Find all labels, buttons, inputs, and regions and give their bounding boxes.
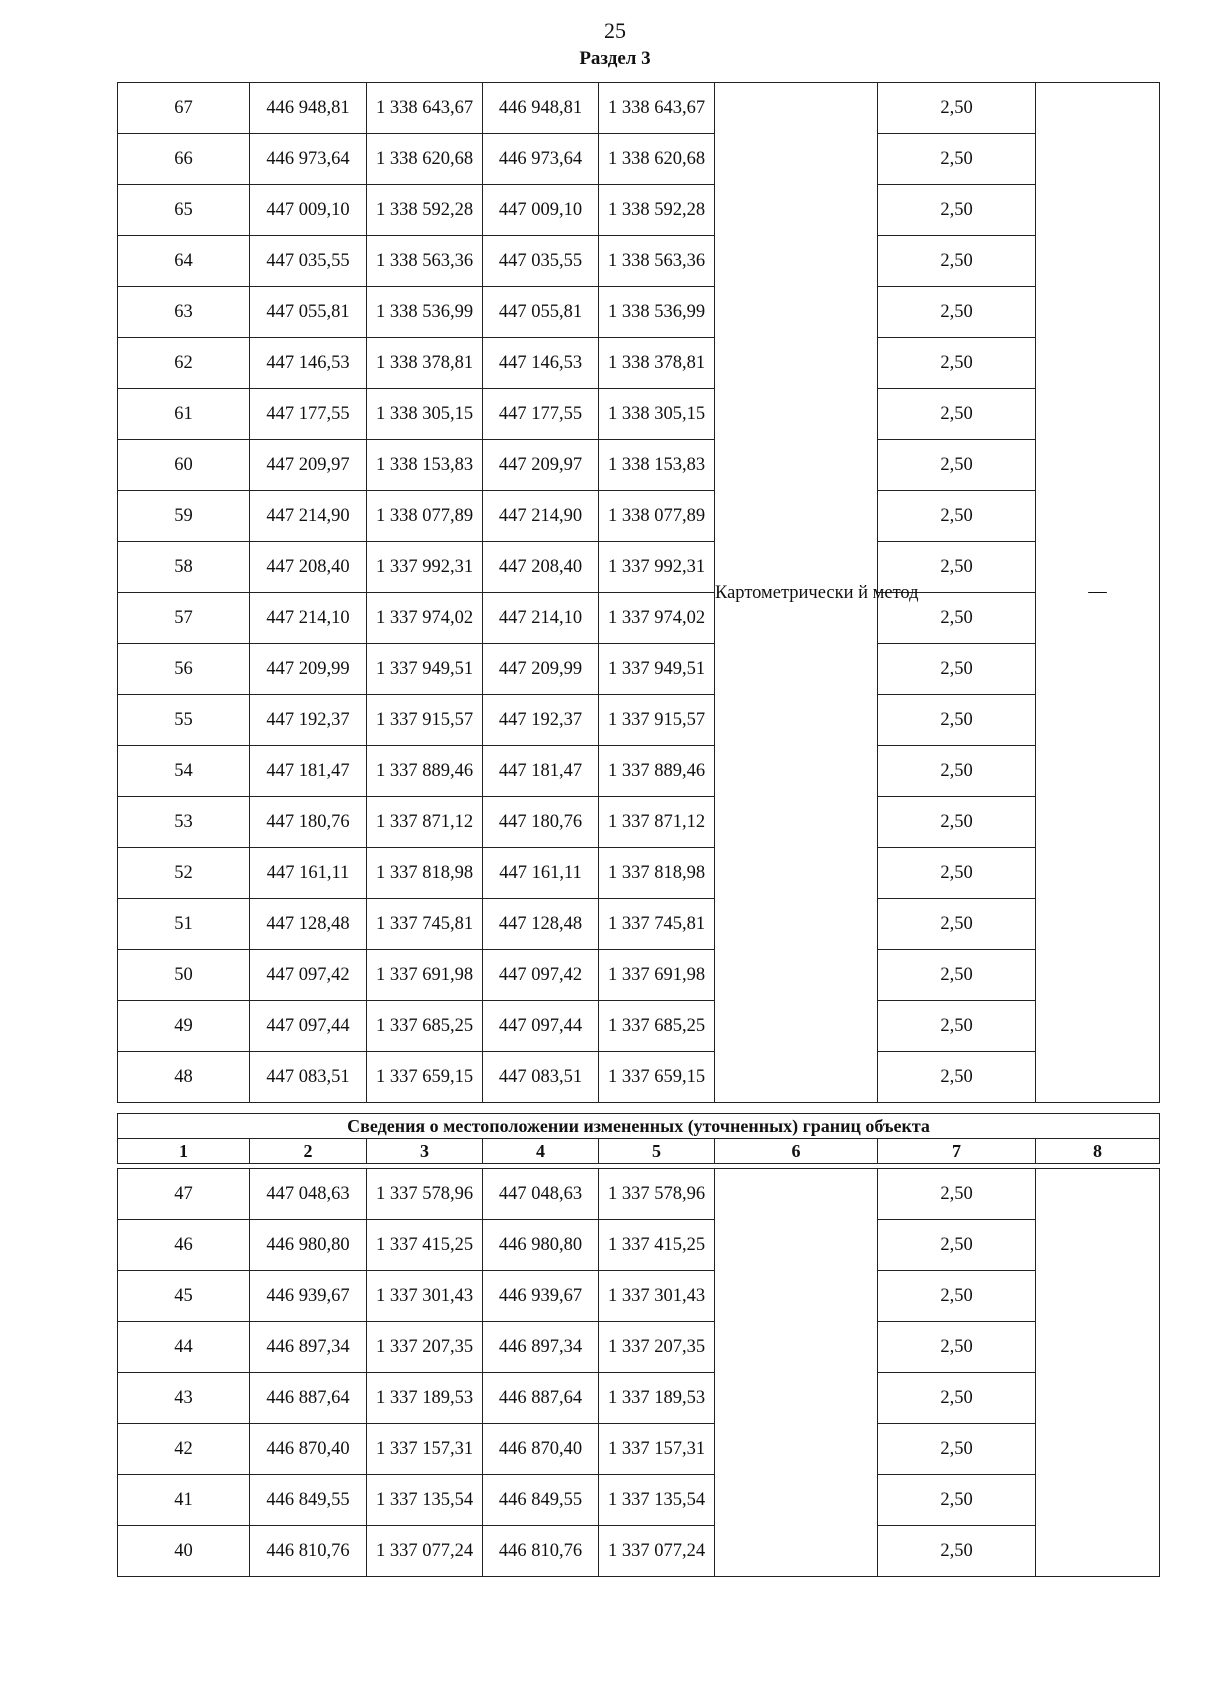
accuracy-value: 2,50 xyxy=(878,1424,1036,1475)
accuracy-value: 2,50 xyxy=(878,287,1036,338)
x-new: 446 897,34 xyxy=(483,1322,599,1373)
y-existing: 1 337 077,24 xyxy=(367,1526,483,1577)
x-new: 446 870,40 xyxy=(483,1424,599,1475)
x-existing: 446 887,64 xyxy=(250,1373,367,1424)
y-new: 1 337 691,98 xyxy=(599,950,715,1001)
table-row xyxy=(118,1373,1160,1424)
x-existing: 446 948,81 xyxy=(250,83,367,134)
accuracy-value: 2,50 xyxy=(878,491,1036,542)
x-new: 446 948,81 xyxy=(483,83,599,134)
x-existing: 447 146,53 xyxy=(250,338,367,389)
y-new: 1 338 153,83 xyxy=(599,440,715,491)
column-numbers-row xyxy=(118,1139,1160,1164)
note-cell xyxy=(1036,1169,1160,1577)
x-new: 447 128,48 xyxy=(483,899,599,950)
y-existing: 1 338 305,15 xyxy=(367,389,483,440)
x-existing: 447 097,44 xyxy=(250,1001,367,1052)
x-new: 446 973,64 xyxy=(483,134,599,185)
table-row xyxy=(118,950,1160,1001)
y-new: 1 338 305,15 xyxy=(599,389,715,440)
point-number: 50 xyxy=(118,950,250,1001)
column-number: 4 xyxy=(483,1139,599,1164)
x-new: 447 177,55 xyxy=(483,389,599,440)
y-existing: 1 337 949,51 xyxy=(367,644,483,695)
x-new: 447 097,44 xyxy=(483,1001,599,1052)
accuracy-value: 2,50 xyxy=(878,338,1036,389)
x-new: 447 146,53 xyxy=(483,338,599,389)
x-new: 447 209,99 xyxy=(483,644,599,695)
point-number: 42 xyxy=(118,1424,250,1475)
y-existing: 1 337 915,57 xyxy=(367,695,483,746)
accuracy-value: 2,50 xyxy=(878,1220,1036,1271)
table-row xyxy=(118,899,1160,950)
y-existing: 1 338 563,36 xyxy=(367,236,483,287)
x-new: 447 181,47 xyxy=(483,746,599,797)
y-existing: 1 338 592,28 xyxy=(367,185,483,236)
y-existing: 1 337 974,02 xyxy=(367,593,483,644)
x-existing: 446 973,64 xyxy=(250,134,367,185)
table-row xyxy=(118,287,1160,338)
point-number: 44 xyxy=(118,1322,250,1373)
y-new: 1 337 992,31 xyxy=(599,542,715,593)
point-number: 51 xyxy=(118,899,250,950)
y-existing: 1 337 207,35 xyxy=(367,1322,483,1373)
point-number: 61 xyxy=(118,389,250,440)
x-existing: 447 177,55 xyxy=(250,389,367,440)
point-number: 66 xyxy=(118,134,250,185)
x-new: 446 980,80 xyxy=(483,1220,599,1271)
column-number: 5 xyxy=(599,1139,715,1164)
x-existing: 447 097,42 xyxy=(250,950,367,1001)
point-number: 49 xyxy=(118,1001,250,1052)
point-number: 45 xyxy=(118,1271,250,1322)
x-existing: 447 035,55 xyxy=(250,236,367,287)
accuracy-value: 2,50 xyxy=(878,950,1036,1001)
y-new: 1 337 207,35 xyxy=(599,1322,715,1373)
x-existing: 447 209,97 xyxy=(250,440,367,491)
y-new: 1 337 189,53 xyxy=(599,1373,715,1424)
x-existing: 447 209,99 xyxy=(250,644,367,695)
table-row xyxy=(118,1052,1160,1103)
y-existing: 1 337 157,31 xyxy=(367,1424,483,1475)
x-existing: 446 939,67 xyxy=(250,1271,367,1322)
y-existing: 1 338 153,83 xyxy=(367,440,483,491)
accuracy-value: 2,50 xyxy=(878,644,1036,695)
x-existing: 447 128,48 xyxy=(250,899,367,950)
x-new: 447 083,51 xyxy=(483,1052,599,1103)
x-existing: 447 214,90 xyxy=(250,491,367,542)
y-existing: 1 337 745,81 xyxy=(367,899,483,950)
point-number: 47 xyxy=(118,1169,250,1220)
accuracy-value: 2,50 xyxy=(878,185,1036,236)
table-row xyxy=(118,1001,1160,1052)
method-cell: Картометрически й метод xyxy=(715,83,878,1103)
table-row xyxy=(118,1220,1160,1271)
x-new: 447 161,11 xyxy=(483,848,599,899)
y-new: 1 337 659,15 xyxy=(599,1052,715,1103)
point-number: 46 xyxy=(118,1220,250,1271)
y-new: 1 337 871,12 xyxy=(599,797,715,848)
x-existing: 446 980,80 xyxy=(250,1220,367,1271)
point-number: 55 xyxy=(118,695,250,746)
y-new: 1 337 974,02 xyxy=(599,593,715,644)
y-new: 1 337 915,57 xyxy=(599,695,715,746)
section2-header-table xyxy=(117,1113,1160,1164)
table-row xyxy=(118,644,1160,695)
table-row xyxy=(118,542,1160,593)
coordinates-table-bottom xyxy=(117,1168,1160,1577)
point-number: 54 xyxy=(118,746,250,797)
x-existing: 446 810,76 xyxy=(250,1526,367,1577)
x-existing: 447 180,76 xyxy=(250,797,367,848)
point-number: 58 xyxy=(118,542,250,593)
table-row xyxy=(118,1169,1160,1220)
column-number: 8 xyxy=(1036,1139,1160,1164)
y-new: 1 338 643,67 xyxy=(599,83,715,134)
y-new: 1 337 685,25 xyxy=(599,1001,715,1052)
y-new: 1 338 620,68 xyxy=(599,134,715,185)
table-row xyxy=(118,440,1160,491)
accuracy-value: 2,50 xyxy=(878,236,1036,287)
table-row xyxy=(118,593,1160,644)
table-row xyxy=(118,83,1160,134)
x-new: 447 009,10 xyxy=(483,185,599,236)
x-new: 446 939,67 xyxy=(483,1271,599,1322)
x-new: 447 055,81 xyxy=(483,287,599,338)
accuracy-value: 2,50 xyxy=(878,1052,1036,1103)
accuracy-value: 2,50 xyxy=(878,440,1036,491)
table-row xyxy=(118,236,1160,287)
accuracy-value: 2,50 xyxy=(878,134,1036,185)
column-number: 3 xyxy=(367,1139,483,1164)
accuracy-value: 2,50 xyxy=(878,899,1036,950)
coordinates-table-top xyxy=(117,82,1160,1103)
y-existing: 1 338 620,68 xyxy=(367,134,483,185)
point-number: 41 xyxy=(118,1475,250,1526)
y-new: 1 338 536,99 xyxy=(599,287,715,338)
x-existing: 446 897,34 xyxy=(250,1322,367,1373)
method-cell xyxy=(715,1169,878,1577)
table-row xyxy=(118,746,1160,797)
column-number: 2 xyxy=(250,1139,367,1164)
table-row xyxy=(118,848,1160,899)
point-number: 43 xyxy=(118,1373,250,1424)
x-new: 447 035,55 xyxy=(483,236,599,287)
y-existing: 1 337 818,98 xyxy=(367,848,483,899)
point-number: 65 xyxy=(118,185,250,236)
point-number: 52 xyxy=(118,848,250,899)
y-existing: 1 337 871,12 xyxy=(367,797,483,848)
y-new: 1 337 157,31 xyxy=(599,1424,715,1475)
point-number: 63 xyxy=(118,287,250,338)
x-existing: 447 208,40 xyxy=(250,542,367,593)
point-number: 59 xyxy=(118,491,250,542)
point-number: 62 xyxy=(118,338,250,389)
y-existing: 1 337 415,25 xyxy=(367,1220,483,1271)
accuracy-value: 2,50 xyxy=(878,1322,1036,1373)
x-new: 447 097,42 xyxy=(483,950,599,1001)
accuracy-value: 2,50 xyxy=(878,1169,1036,1220)
point-number: 48 xyxy=(118,1052,250,1103)
accuracy-value: 2,50 xyxy=(878,593,1036,644)
column-number: 6 xyxy=(715,1139,878,1164)
table-row xyxy=(118,338,1160,389)
y-existing: 1 337 685,25 xyxy=(367,1001,483,1052)
table-row xyxy=(118,797,1160,848)
x-new: 447 209,97 xyxy=(483,440,599,491)
y-new: 1 337 949,51 xyxy=(599,644,715,695)
y-existing: 1 338 643,67 xyxy=(367,83,483,134)
column-number: 1 xyxy=(118,1139,250,1164)
section-title: Раздел 3 xyxy=(579,48,651,69)
point-number: 56 xyxy=(118,644,250,695)
y-new: 1 338 563,36 xyxy=(599,236,715,287)
x-existing: 447 214,10 xyxy=(250,593,367,644)
note-cell: — xyxy=(1036,83,1160,1103)
accuracy-value: 2,50 xyxy=(878,1475,1036,1526)
x-existing: 446 849,55 xyxy=(250,1475,367,1526)
y-existing: 1 337 189,53 xyxy=(367,1373,483,1424)
x-new: 447 214,90 xyxy=(483,491,599,542)
y-existing: 1 338 536,99 xyxy=(367,287,483,338)
x-new: 446 849,55 xyxy=(483,1475,599,1526)
y-new: 1 337 415,25 xyxy=(599,1220,715,1271)
accuracy-value: 2,50 xyxy=(878,746,1036,797)
accuracy-value: 2,50 xyxy=(878,389,1036,440)
y-existing: 1 337 659,15 xyxy=(367,1052,483,1103)
point-number: 64 xyxy=(118,236,250,287)
y-existing: 1 338 378,81 xyxy=(367,338,483,389)
y-new: 1 337 301,43 xyxy=(599,1271,715,1322)
table-row xyxy=(118,185,1160,236)
table-row xyxy=(118,1475,1160,1526)
table-row xyxy=(118,1526,1160,1577)
accuracy-value: 2,50 xyxy=(878,1271,1036,1322)
x-existing: 447 083,51 xyxy=(250,1052,367,1103)
x-existing: 446 870,40 xyxy=(250,1424,367,1475)
y-new: 1 337 818,98 xyxy=(599,848,715,899)
table-row xyxy=(118,491,1160,542)
y-existing: 1 337 301,43 xyxy=(367,1271,483,1322)
x-new: 447 192,37 xyxy=(483,695,599,746)
accuracy-value: 2,50 xyxy=(878,1526,1036,1577)
x-new: 447 208,40 xyxy=(483,542,599,593)
accuracy-value: 2,50 xyxy=(878,1373,1036,1424)
y-new: 1 337 745,81 xyxy=(599,899,715,950)
y-new: 1 337 578,96 xyxy=(599,1169,715,1220)
section2-title: Сведения о местоположении измененных (уточненных) границ объекта xyxy=(118,1114,1160,1139)
y-existing: 1 337 889,46 xyxy=(367,746,483,797)
x-existing: 447 192,37 xyxy=(250,695,367,746)
y-existing: 1 337 691,98 xyxy=(367,950,483,1001)
table-row xyxy=(118,1424,1160,1475)
table-row xyxy=(118,695,1160,746)
y-new: 1 338 378,81 xyxy=(599,338,715,389)
y-existing: 1 337 992,31 xyxy=(367,542,483,593)
x-new: 446 887,64 xyxy=(483,1373,599,1424)
section2-heading-row xyxy=(118,1114,1160,1139)
x-new: 447 048,63 xyxy=(483,1169,599,1220)
x-existing: 447 181,47 xyxy=(250,746,367,797)
y-new: 1 338 592,28 xyxy=(599,185,715,236)
accuracy-value: 2,50 xyxy=(878,797,1036,848)
accuracy-value: 2,50 xyxy=(878,695,1036,746)
x-new: 447 180,76 xyxy=(483,797,599,848)
x-new: 447 214,10 xyxy=(483,593,599,644)
y-new: 1 337 135,54 xyxy=(599,1475,715,1526)
table-row xyxy=(118,389,1160,440)
point-number: 57 xyxy=(118,593,250,644)
x-existing: 447 048,63 xyxy=(250,1169,367,1220)
accuracy-value: 2,50 xyxy=(878,542,1036,593)
point-number: 40 xyxy=(118,1526,250,1577)
y-new: 1 337 889,46 xyxy=(599,746,715,797)
x-existing: 447 009,10 xyxy=(250,185,367,236)
y-existing: 1 337 135,54 xyxy=(367,1475,483,1526)
x-existing: 447 055,81 xyxy=(250,287,367,338)
point-number: 60 xyxy=(118,440,250,491)
y-existing: 1 337 578,96 xyxy=(367,1169,483,1220)
accuracy-value: 2,50 xyxy=(878,83,1036,134)
accuracy-value: 2,50 xyxy=(878,848,1036,899)
y-existing: 1 338 077,89 xyxy=(367,491,483,542)
column-number: 7 xyxy=(878,1139,1036,1164)
x-new: 446 810,76 xyxy=(483,1526,599,1577)
x-existing: 447 161,11 xyxy=(250,848,367,899)
table-row xyxy=(118,134,1160,185)
table-row xyxy=(118,1271,1160,1322)
accuracy-value: 2,50 xyxy=(878,1001,1036,1052)
y-new: 1 337 077,24 xyxy=(599,1526,715,1577)
point-number: 67 xyxy=(118,83,250,134)
page-number: 25 xyxy=(604,18,626,43)
point-number: 53 xyxy=(118,797,250,848)
table-row xyxy=(118,1322,1160,1373)
y-new: 1 338 077,89 xyxy=(599,491,715,542)
